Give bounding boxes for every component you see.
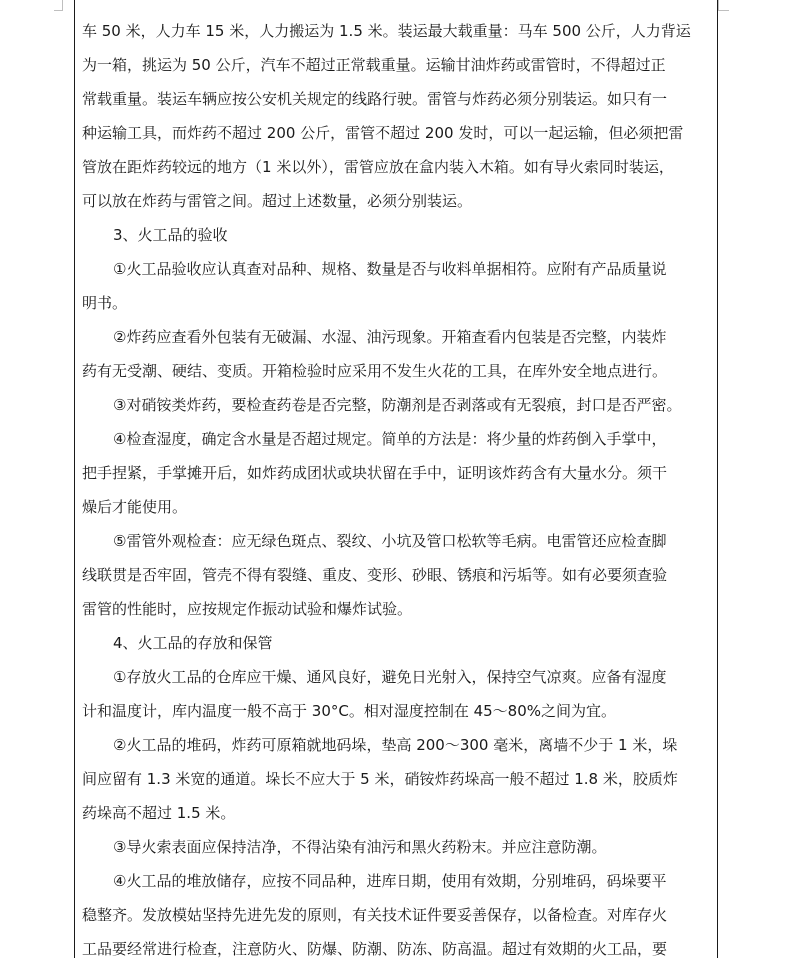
text-line: 计和温度计，库内温度一般不高于 30°C。相对湿度控制在 45～80%之间为宜。 [82, 702, 617, 720]
text-line: 雷管的性能时，应按规定作振动试验和爆炸试验。 [82, 600, 413, 618]
text-line: 常载重量。装运车辆应按公安机关规定的线路行驶。雷管与炸药必须分别装运。如只有一 [82, 90, 668, 108]
text-line: 可以放在炸药与雷管之间。超过上述数量，必须分别装运。 [82, 192, 473, 210]
text-line: 燥后才能使用。 [82, 498, 188, 516]
section-heading: 3、火工品的验收 [113, 226, 228, 244]
text-line: 药垛高不超过 1.5 米。 [82, 804, 236, 822]
text-line: ④火工品的堆放储存，应按不同品种，进库日期，使用有效期，分别堆码，码垛要平 [113, 872, 667, 890]
text-line: 线联贯是否牢固，管壳不得有裂缝、重皮、变形、砂眼、锈痕和污垢等。如有必要须查验 [82, 566, 668, 584]
text-line: ①存放火工品的仓库应干燥、通风良好，避免日光射入，保持空气凉爽。应备有湿度 [113, 668, 667, 686]
crop-mark-left [62, 0, 63, 10]
section-heading: 4、火工品的存放和保管 [113, 634, 273, 652]
text-line: ②火工品的堆码，炸药可原箱就地码垛，垫高 200～300 毫米，离墙不少于 1 米，垛 [113, 736, 678, 754]
text-line: ③对硝铵类炸药，要检查药卷是否完整，防潮剂是否剥落或有无裂痕，封口是否严密。 [113, 396, 682, 414]
text-line: 明书。 [82, 294, 128, 312]
text-line: ②炸药应查看外包装有无破漏、水湿、油污现象。开箱查看内包装是否完整，内装炸 [113, 328, 667, 346]
text-line: ⑤雷管外观检查：应无绿色斑点、裂纹、小坑及管口松软等毛病。电雷管还应检查脚 [113, 532, 667, 550]
crop-mark-left-horizontal [54, 10, 63, 11]
text-line: 种运输工具，而炸药不超过 200 公斤，雷管不超过 200 发时，可以一起运输，但必须把雷 [82, 124, 684, 142]
text-line: 间应留有 1.3 米宽的通道。垛长不应大于 5 米，硝铵炸药垛高一般不超过 1.8 米，胶质炸 [82, 770, 678, 788]
text-line: ③导火索表面应保持洁净，不得沾染有油污和黑火药粉末。并应注意防潮。 [113, 838, 607, 856]
text-line: 稳整齐。发放模姑坚持先进先发的原则，有关技术证件要妥善保存，以备检查。对库存火 [82, 906, 668, 924]
text-line: 管放在距炸药较远的地方（1 米以外），雷管应放在盒内装入木箱。如有导火索同时装运， [82, 158, 674, 176]
text-line: 把手捏紧，手掌摊开后，如炸药成团状或块状留在手中，证明该炸药含有大量水分。须干 [82, 464, 668, 482]
text-line: 为一箱，挑运为 50 公斤，汽车不超过正常载重量。运输甘油炸药或雷管时，不得超过正 [82, 56, 666, 74]
document-body [82, 14, 714, 966]
text-line: ①火工品验收应认真查对品种、规格、数量是否与收料单据相符。应附有产品质量说 [113, 260, 667, 278]
crop-mark-right-horizontal [718, 10, 729, 11]
text-line: 药有无受潮、硬结、变质。开箱检验时应采用不发生火花的工具，在库外安全地点进行。 [82, 362, 668, 380]
text-line: 车 50 米，人力车 15 米，人力搬运为 1.5 米。装运最大载重量：马车 500 公斤，人力背运 [82, 22, 691, 40]
crop-mark-right [718, 0, 719, 10]
text-line: ④检查湿度，确定含水量是否超过规定。简单的方法是：将少量的炸药倒入手掌中， [113, 430, 667, 448]
text-line: 工品要经常进行检查，注意防火、防爆、防潮、防冻、防高温。超过有效期的火工品，要 [82, 940, 668, 958]
